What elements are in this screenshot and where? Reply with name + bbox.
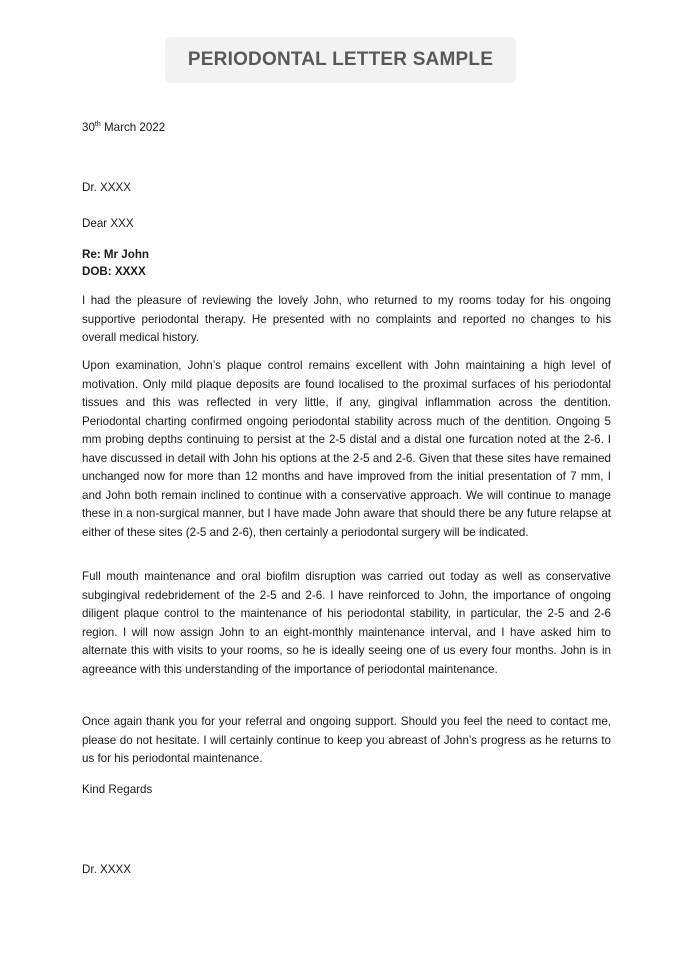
date-day: 30: [82, 121, 95, 134]
salutation: Dear XXX: [82, 217, 134, 230]
paragraph-3: Full mouth maintenance and oral biofilm disruption was carried out today as well as conservative subgingival redebridement of the 2-5 and 2-6. I have reinforced to John, the importance of ongoing diligent plaque control to the maintenance of his periodontal stability, in particular, the 2-5 and 2-6 region. I will now assign John to an eight-monthly maintenance interval, and I have asked him to alternate this with visits to your rooms, so he is ideally seeing one of us every four months. John is in agreeance with this understanding of the importance of periodontal maintenance.: [82, 570, 611, 676]
re-line: Re: Mr John: [82, 248, 149, 261]
closing: Kind Regards: [82, 783, 153, 796]
paragraph-4: Once again thank you for your referral and ongoing support. Should you feel the need to contact me, please do not hesitate. I will certainly continue to keep you abreast of John’s progress as he returns to us for his periodontal maintenance.: [82, 715, 611, 765]
paragraph-1: I had the pleasure of reviewing the lovely John, who returned to my rooms today for his ongoing supportive periodontal therapy. He presented with no complaints and reported no changes to his overall medical history.: [82, 294, 611, 344]
recipient: Dr. XXXX: [82, 181, 131, 194]
letter-date: [82, 120, 165, 136]
paragraph-2: Upon examination, John’s plaque control remains excellent with John maintaining a high level of motivation. Only mild plaque deposits are found localised to the proximal surfaces of his periodontal tissues and this was reflected in very little, if any, gingival inflammation across the dentition. Periodontal charting confirmed ongoing periodontal stability across much of the dentition. Ongoing 5 mm probing depths continuing to persist at the 2-5 distal and a distal one furcation noted at the 2-6. I have discussed in detail with John his options at the 2-5 and 2-6. Given that these sites have remained unchanged now for more than 12 months and have improved from the initial presentation of 7 mm, I and John both remain inclined to continue with a conservative approach. We will continue to manage these in a non-surgical manner, but I have made John aware that should there be any future relapse at either of these sites (2-5 and 2-6), then certainly a periodontal surgery will be indicated.: [82, 359, 611, 539]
date-month-year: March 2022: [100, 121, 166, 134]
signature: Dr. XXXX: [82, 863, 131, 876]
date-suffix: th: [94, 121, 101, 129]
dob-line: DOB: XXXX: [82, 265, 146, 278]
page-title: PERIODONTAL LETTER SAMPLE: [187, 49, 494, 70]
title-banner: [165, 37, 516, 83]
